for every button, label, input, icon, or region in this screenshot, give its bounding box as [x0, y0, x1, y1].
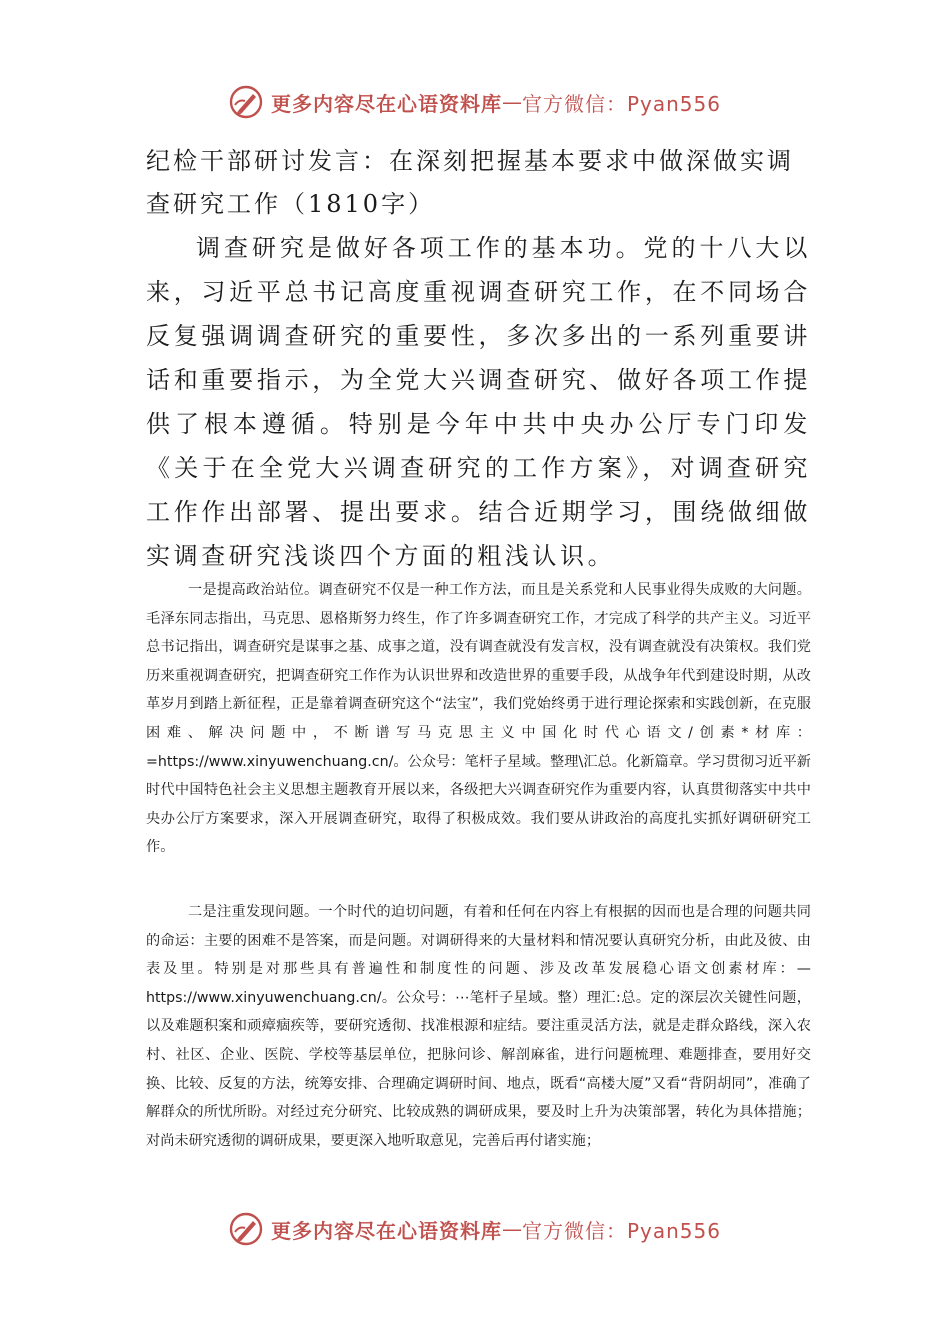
pen-logo-icon	[229, 1212, 263, 1246]
banner-separator: —	[501, 90, 522, 114]
pen-logo-icon	[229, 85, 263, 119]
banner-contact: 官方微信：Pyan556	[521, 1218, 721, 1243]
document-title: 纪检干部研讨发言：在深刻把握基本要求中做深做实调查研究工作（1810字）	[146, 147, 794, 218]
banner-text: 更多内容尽在心语资料库	[270, 1218, 502, 1243]
banner-separator: —	[501, 1217, 522, 1241]
banner-text: 更多内容尽在心语资料库	[270, 91, 502, 116]
body-paragraph-1: 一是提高政治站位。调查研究不仅是一种工作方法，而且是关系党和人民事业得失成败的大问题。毛泽东同志指出，马克思、恩格斯努力终生，作了许多调查研究工作，才完成了科学的共产主义。习近平总书记指出，调查研究是谋事之基、成事之道，没有调查就没有发言权，没有调查就没有决策权。我们党历来重视调查研究，把调查研究工作作为认识世界和改造世界的重要手段，从战争年代到建设时期，从改革岁月到踏上新征程，正是靠着调查研究这个“法宝”，我们党始终勇于进行理论探索和实践创新，在克服困难、解决问题中，不断谱写马克思主义中国化时代心语文/创素*材库：=https://www.xinyuwenchuang.cn/。公众号：笔杆子星域。整理\汇总。化新篇章。学习贯彻习近平新时代中国特色社会主义思想主题教育开展以来，各级把大兴调查研究作为重要内容，认真贯彻落实中共中央办公厅方案要求，深入开展调查研究，取得了积极成效。我们要从讲政治的高度扎实抓好调研研究工作。	[146, 582, 811, 856]
header-banner	[0, 82, 950, 122]
banner-contact: 官方微信：Pyan556	[521, 91, 721, 116]
body-paragraph-2: 二是注重发现问题。一个时代的迫切问题，有着和任何在内容上有根据的因而也是合理的问题共同的命运：主要的困难不是答案，而是问题。对调研得来的大量材料和情况要认真研究分析，由此及彼、由表及里。特别是对那些具有普遍性和制度性的问题、涉及改革发展稳心语文创素材库：—https://www.xinyuwenchuang.cn/。公众号：⋯笔杆子星域。整）理汇:总。定的深层次关键性问题，以及难题积案和顽瘴痼疾等，要研究透彻、找准根源和症结。要注重灵活方法，就是走群众路线，深入农村、社区、企业、医院、学校等基层单位，把脉问诊、解剖麻雀，进行问题梳理、难题排查，要用好交换、比较、反复的方法，统筹安排、合理确定调研时间、地点，既看“高楼大厦”又看“背阴胡同”，准确了解群众的所忧所盼。对经过充分研究、比较成熟的调研成果，要及时上升为决策部署，转化为具体措施；对尚未研究透彻的调研成果，要更深入地听取意见，完善后再付诸实施；	[146, 904, 811, 1149]
lead-paragraph: 调查研究是做好各项工作的基本功。党的十八大以来，习近平总书记高度重视调查研究工作，在不同场合反复强调调查研究的重要性，多次多出的一系列重要讲话和重要指示，为全党大兴调查研究、做好各项工作提供了根本遵循。特别是今年中共中央办公厅专门印发《关于在全党大兴调查研究的工作方案》，对调查研究工作作出部署、提出要求。结合近期学习，围绕做细做实调查研究浅谈四个方面的粗浅认识。	[146, 234, 811, 570]
footer-banner	[0, 1209, 950, 1249]
